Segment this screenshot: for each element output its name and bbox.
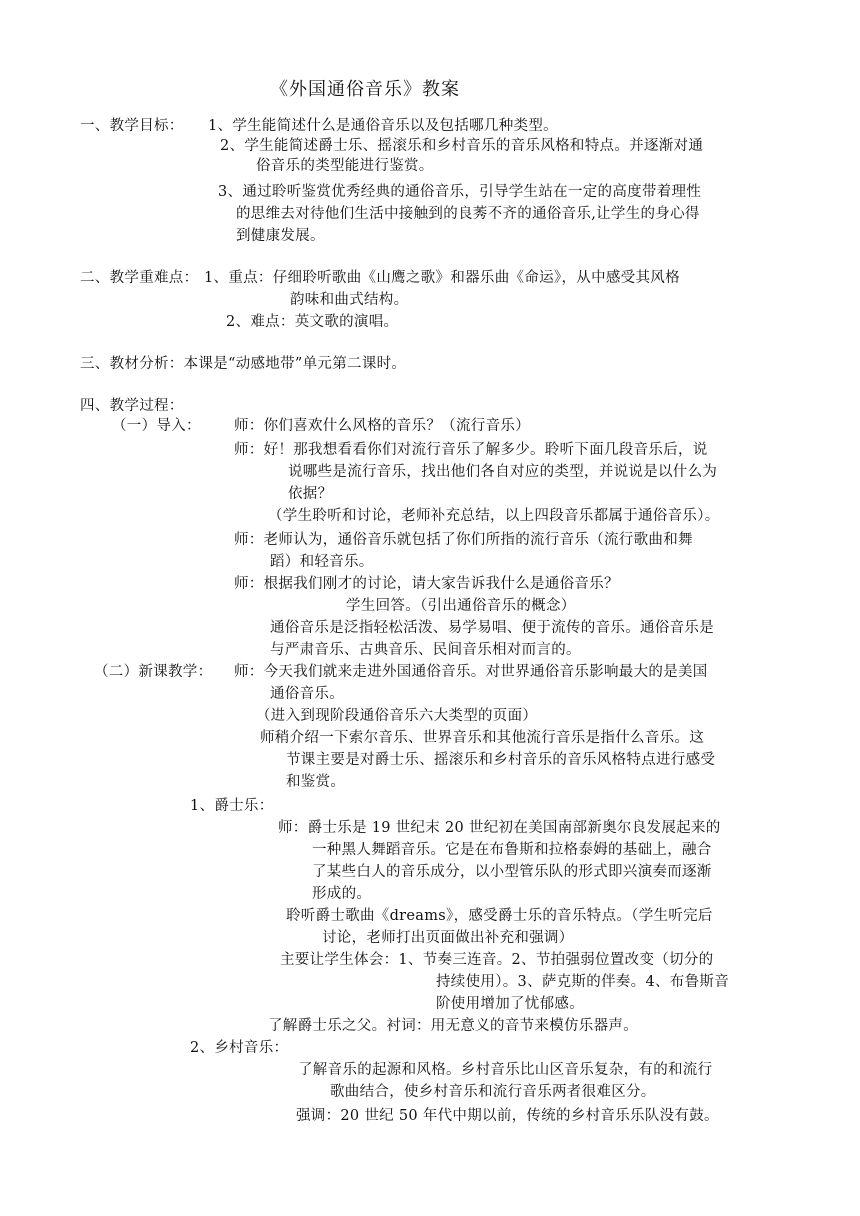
- intro-line-6: 学生回答。（引出通俗音乐的概念）: [346, 598, 576, 614]
- intro-line-3: （学生聆听和讨论，老师补充总结，以上四段音乐都属于通俗音乐）。: [268, 508, 720, 524]
- jazz-line-1d: 形成的。: [312, 886, 372, 902]
- new-lesson-line-2: （进入到现阶段通俗音乐六大类型的页面）: [256, 708, 538, 724]
- jazz-line-2b: 讨论，老师打出页面做出补充和强调）: [322, 930, 574, 946]
- jazz-line-4: 了解爵士乐之父。衬词：用无意义的音节来模仿乐器声。: [268, 1018, 638, 1034]
- section-2-label: 二、教学重难点：: [80, 270, 199, 286]
- intro-line-7a: 通俗音乐是泛指轻松活泼、易学易唱、便于流传的音乐。通俗音乐是: [270, 620, 714, 636]
- objective-1: 1、学生能简述什么是通俗音乐以及包括哪几种类型。: [208, 118, 558, 134]
- objective-3-line-3: 到健康发展。: [236, 228, 325, 244]
- new-lesson-line-1a: 师：今天我们就来走进外国通俗音乐。对世界通俗音乐影响最大的是美国: [234, 664, 708, 680]
- difficult-point: 2、难点：英文歌的演唱。: [226, 314, 399, 330]
- objective-3-line-1: 3、通过聆听鉴赏优秀经典的通俗音乐，引导学生站在一定的高度带着理性: [218, 184, 702, 200]
- intro-line-5: 师：根据我们刚才的讨论，请大家告诉我什么是通俗音乐？: [234, 576, 619, 592]
- part-1-label: （一）导入：: [112, 418, 201, 434]
- intro-line-7b: 与严肃音乐、古典音乐、民间音乐相对而言的。: [270, 642, 581, 658]
- intro-line-2c: 依据？: [288, 486, 333, 502]
- section-1-label: 一、教学目标：: [80, 118, 184, 134]
- jazz-line-3c: 阶使用增加了忧郁感。: [436, 996, 584, 1012]
- country-line-2: 强调：20 世纪 50 年代中期以前，传统的乡村音乐乐队没有鼓。: [296, 1108, 719, 1124]
- objective-2-line-1: 2、学生能简述爵士乐、摇滚乐和乡村音乐的音乐风格和特点。并逐渐对通: [220, 138, 704, 154]
- objective-3-line-2: 的思维去对待他们生活中接触到的良莠不齐的通俗音乐,让学生的身心得: [236, 206, 700, 222]
- intro-line-2b: 说哪些是流行音乐，找出他们各自对应的类型，并说说是以什么为: [288, 464, 718, 480]
- jazz-line-1c: 了某些白人的音乐成分，以小型管乐队的形式即兴演奏而逐渐: [312, 864, 712, 880]
- section-3-text: 三、教材分析：本课是“动感地带”单元第二课时。: [80, 356, 407, 372]
- jazz-line-2a: 聆听爵士歌曲《dreams》，感受爵士乐的音乐特点。（学生听完后: [286, 908, 713, 924]
- intro-line-4a: 师：老师认为，通俗音乐就包括了你们所指的流行音乐（流行歌曲和舞: [234, 532, 693, 548]
- new-lesson-line-3c: 和鉴赏。: [286, 774, 346, 790]
- jazz-label: 1、爵士乐：: [190, 798, 274, 814]
- key-point-line-2: 韵味和曲式结构。: [290, 292, 409, 308]
- intro-line-2a: 师：好！那我想看看你们对流行音乐了解多少。聆听下面几段音乐后，说: [234, 442, 708, 458]
- part-2-label: （二）新课教学：: [94, 664, 213, 680]
- jazz-line-3b: 持续使用）。3、萨克斯的伴奏。4、布鲁斯音: [436, 974, 729, 990]
- new-lesson-line-1b: 通俗音乐。: [270, 686, 344, 702]
- key-point-line-1: 1、重点：仔细聆听歌曲《山鹰之歌》和器乐曲《命运》，从中感受其风格: [204, 270, 680, 286]
- objective-2-line-2: 俗音乐的类型能进行鉴赏。: [256, 158, 434, 174]
- country-line-1b: 歌曲结合，使乡村音乐和流行音乐两者很难区分。: [330, 1084, 656, 1100]
- country-label: 2、乡村音乐：: [190, 1040, 289, 1056]
- jazz-line-3a: 主要让学生体会：1、节奏三连音。2、节拍强弱位置改变（切分的: [280, 952, 714, 968]
- new-lesson-line-3b: 节课主要是对爵士乐、摇滚乐和乡村音乐的音乐风格特点进行感受: [286, 752, 716, 768]
- country-line-1a: 了解音乐的起源和风格。乡村音乐比山区音乐复杂，有的和流行: [298, 1062, 713, 1078]
- jazz-line-1a: 师：爵士乐是 19 世纪末 20 世纪初在美国南部新奥尔良发展起来的: [278, 820, 721, 836]
- document-title: 《外国通俗音乐》教案: [270, 79, 460, 100]
- jazz-line-1b: 一种黑人舞蹈音乐。它是在布鲁斯和拉格泰姆的基础上，融合: [312, 842, 712, 858]
- intro-line-1: 师：你们喜欢什么风格的音乐？（流行音乐）: [234, 418, 530, 434]
- section-4-label: 四、教学过程：: [80, 398, 184, 414]
- intro-line-4b: 蹈）和轻音乐。: [270, 554, 374, 570]
- new-lesson-line-3a: 师稍介绍一下索尔音乐、世界音乐和其他流行音乐是指什么音乐。这: [260, 730, 704, 746]
